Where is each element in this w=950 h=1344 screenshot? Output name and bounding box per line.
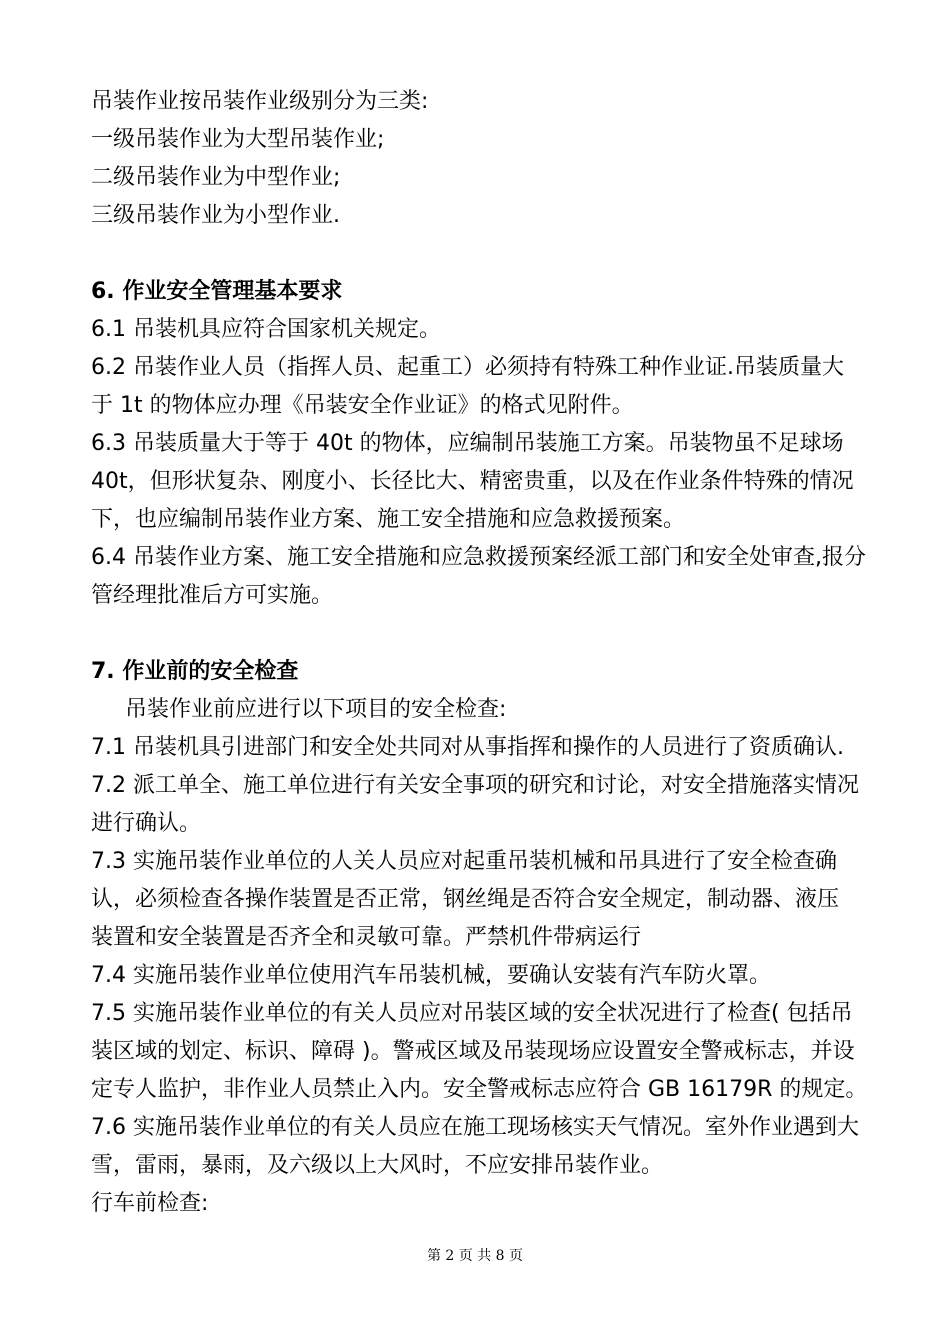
section-6-line: 6.4 吊装作业方案、施工安全措施和应急救援预案经派工部门和安全处审查,报分 xyxy=(91,545,866,570)
section-6-heading: 6. 作业安全管理基本要求 xyxy=(91,279,343,304)
document-body xyxy=(91,83,866,1223)
section-6-line: 6.3 吊装质量大于等于 40t 的物体，应编制吊装施工方案。吊装物虽不足球场 xyxy=(91,431,844,456)
section-6-line: 管经理批准后方可实施。 xyxy=(91,583,334,608)
section-7-line: 7.6 实施吊装作业单位的有关人员应在施工现场核实天气情况。室外作业遇到大 xyxy=(91,1115,859,1140)
intro-line: 三级吊装作业为小型作业. xyxy=(91,203,340,228)
section-6-line: 40t，但形状复杂、刚度小、长径比大、精密贵重，以及在作业条件特殊的情况 xyxy=(91,469,854,494)
section-7-line: 7.2 派工单全、施工单位进行有关安全事项的研究和讨论，对安全措施落实情况 xyxy=(91,773,859,798)
section-6-line: 下，也应编制吊装作业方案、施工安全措施和应急救援预案。 xyxy=(91,507,686,532)
section-7-line: 装区域的划定、标识、障碍 )。警戒区域及吊装现场应设置安全警戒标志，并设 xyxy=(91,1039,855,1064)
section-7-line: 进行确认。 xyxy=(91,811,202,836)
section-7-intro: 吊装作业前应进行以下项目的安全检查: xyxy=(125,697,507,722)
intro-line: 吊装作业按吊装作业级别分为三类: xyxy=(91,89,429,114)
section-7-line: 定专人监护，非作业人员禁止入内。安全警戒标志应符合 GB 16179R 的规定。 xyxy=(91,1077,868,1102)
section-7-line: 雪，雷雨，暴雨，及六级以上大风时，不应安排吊装作业。 xyxy=(91,1153,664,1178)
intro-line: 二级吊装作业为中型作业; xyxy=(91,165,341,190)
section-7-line: 7.5 实施吊装作业单位的有关人员应对吊装区域的安全状况进行了检查( 包括吊 xyxy=(91,1001,853,1026)
section-7-line: 7.4 实施吊装作业单位使用汽车吊装机械，要确认安装有汽车防火罩。 xyxy=(91,963,771,988)
section-7-line: 7.1 吊装机具引进部门和安全处共同对从事指挥和操作的人员进行了资质确认. xyxy=(91,735,844,760)
paragraph-gap xyxy=(91,615,866,653)
intro-line: 一级吊装作业为大型吊装作业; xyxy=(91,127,385,152)
section-7-heading: 7. 作业前的安全检查 xyxy=(91,659,299,684)
section-7-line: 装置和安全装置是否齐全和灵敏可靠。严禁机件带病运行 xyxy=(91,925,642,950)
section-7-line: 行车前检查: xyxy=(91,1191,209,1216)
paragraph-gap xyxy=(91,235,866,273)
section-7-line: 认，必须检查各操作装置是否正常，钢丝绳是否符合安全规定，制动器、液压 xyxy=(91,887,840,912)
section-6-line: 于 1t 的物体应办理《吊装安全作业证》的格式见附件。 xyxy=(91,393,634,418)
section-6-line: 6.1 吊装机具应符合国家机关规定。 xyxy=(91,317,441,342)
section-7-line: 7.3 实施吊装作业单位的人关人员应对起重吊装机械和吊具进行了安全检查确 xyxy=(91,849,837,874)
page-number-footer: 第 2 页 共 8 页 xyxy=(426,1248,524,1264)
section-6-line: 6.2 吊装作业人员（指挥人员、起重工）必须持有特殊工种作业证.吊装质量大 xyxy=(91,355,844,380)
